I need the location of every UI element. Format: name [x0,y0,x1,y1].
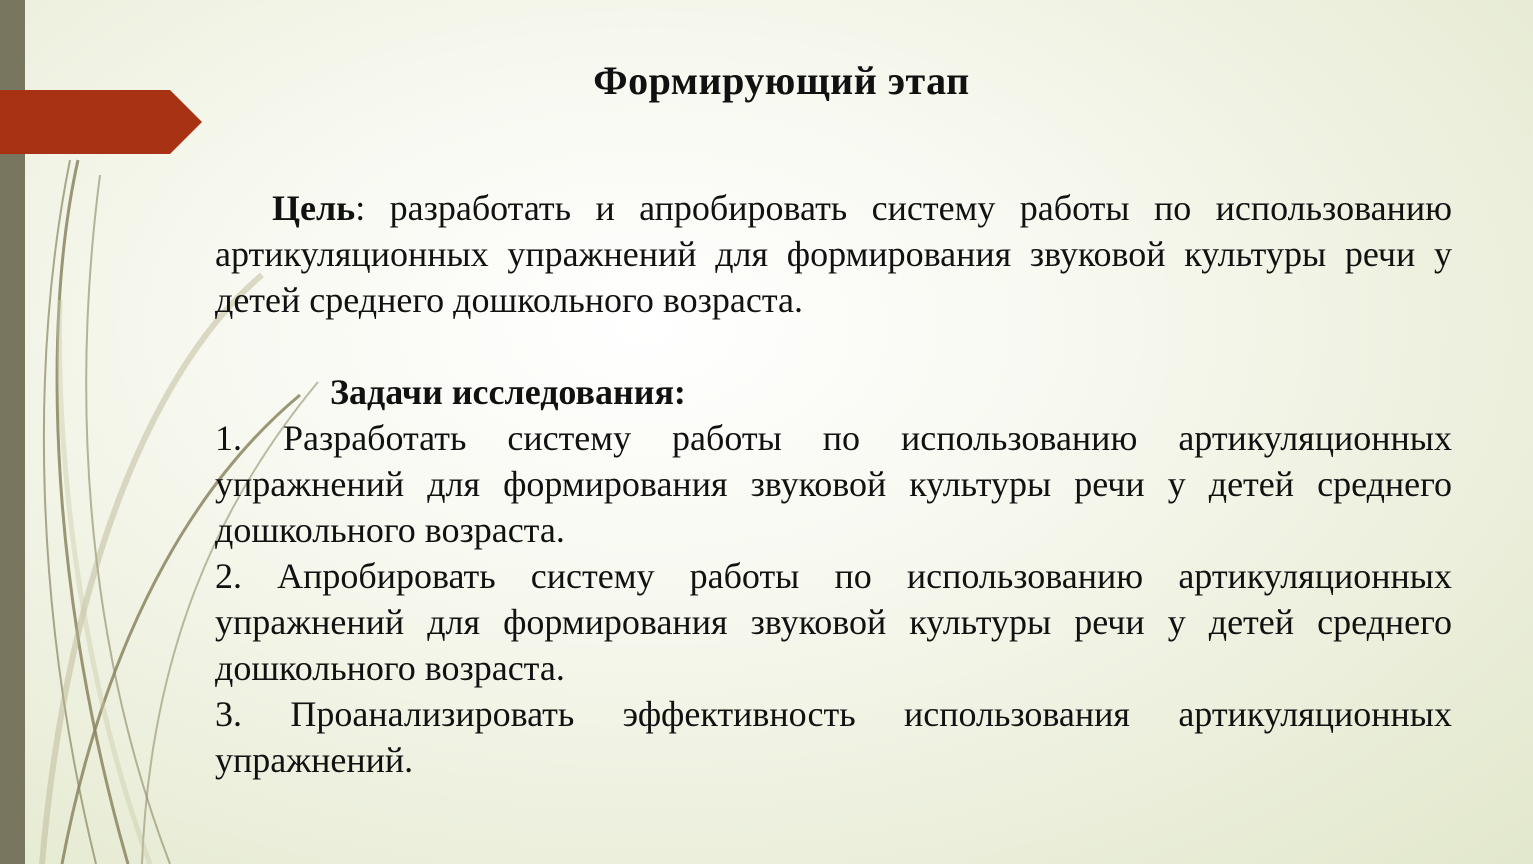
goal-paragraph [215,185,1452,323]
tasks-heading: Задачи исследования: [330,372,686,412]
goal-separator: : [355,188,366,228]
goal-label: Цель [272,188,356,228]
goal-text: разработать и апробировать систему работы по использованию артикуляционных упражнений для формирования звуковой культуры речи у детей среднего дошкольного возраста. [215,188,1452,320]
slide-title: Формирующий этап [593,58,970,103]
task-item-3: 3. Проанализировать эффективность использования артикуляционных упражнений. [215,694,1452,780]
task-item-1: 1. Разработать систему работы по использованию артикуляционных упражнений для формирования звуковой культуры речи у детей среднего дошкольного возраста. [215,418,1452,550]
task-item-2: 2. Апробировать систему работы по использованию артикуляционных упражнений для формирования звуковой культуры речи у детей среднего дошкольного возраста. [215,556,1452,688]
slide-content [215,185,1452,783]
